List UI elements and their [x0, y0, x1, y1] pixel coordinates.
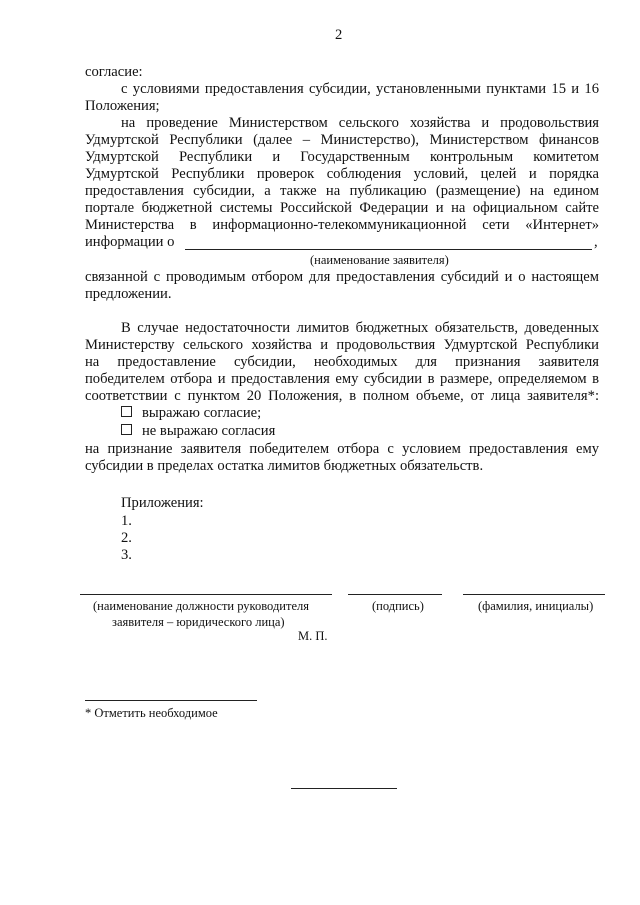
attachments-title: Приложения:	[121, 495, 204, 511]
attachment-item: 2.	[121, 530, 132, 546]
checkbox-agree[interactable]	[121, 406, 132, 417]
name-blank[interactable]	[463, 594, 605, 595]
signature-caption: (подпись)	[372, 599, 424, 613]
consent-item-inspection-line: на проведение Министерством сельского хозяйства и продовольствия	[121, 115, 599, 131]
consent-item-inspection-line: Удмуртской Республики проверок соблюдения условий, целей и порядка	[85, 166, 599, 182]
position-caption-line1: (наименование должности руководителя	[93, 599, 309, 613]
consent-item-inspection-line: Министерства в информационно-телекоммуникационной сети «Интернет»	[85, 217, 599, 233]
info-suffix: ,	[594, 234, 598, 250]
attachment-item: 1.	[121, 513, 132, 529]
checkbox-disagree[interactable]	[121, 424, 132, 435]
insufficiency-line: соответствии с пунктом 20 Положения, в полном объеме, от лица заявителя*:	[85, 388, 599, 404]
insufficiency-tail-line: на признание заявителя победителем отбора с условием предоставления ему	[85, 441, 599, 457]
signature-blank[interactable]	[348, 594, 442, 595]
consent-item-inspection-line: Удмуртской Республики и Государственным контрольным комитетом	[85, 149, 599, 165]
option-disagree-label: не выражаю согласия	[142, 423, 276, 439]
insufficiency-line: В случае недостаточности лимитов бюджетных обязательств, доведенных	[121, 320, 599, 336]
insufficiency-tail-line: субсидии в пределах остатка лимитов бюджетных обязательств.	[85, 458, 484, 474]
closing-rule	[291, 788, 397, 789]
seal-label: М. П.	[298, 629, 328, 643]
consent-item-terms-line2: Положения;	[85, 98, 160, 114]
consent-after-line: связанной с проводимым отбором для предоставления субсидий и о настоящем	[85, 269, 599, 285]
info-prefix: информации о	[85, 234, 175, 250]
applicant-name-caption: (наименование заявителя)	[310, 253, 449, 267]
position-caption-line2: заявителя – юридического лица)	[112, 615, 285, 629]
footnote-separator	[85, 700, 257, 701]
page-number: 2	[335, 27, 343, 43]
option-agree-label: выражаю согласие;	[142, 405, 262, 421]
name-caption: (фамилия, инициалы)	[478, 599, 594, 613]
insufficiency-line: на предоставление субсидии, необходимых для признания заявителя	[85, 354, 599, 370]
consent-item-inspection-line: портале бюджетной системы Российской Федерации и на официальном сайте	[85, 200, 599, 216]
consent-item-inspection-line: предоставления субсидии, а также на публикацию (размещение) на едином	[85, 183, 599, 199]
footnote: * Отметить необходимое	[85, 706, 218, 720]
consent-item-inspection-line: Удмуртской Республики (далее – Министерство), Министерством финансов	[85, 132, 599, 148]
option-agree[interactable]	[121, 405, 261, 422]
position-blank[interactable]	[80, 594, 332, 595]
applicant-name-blank[interactable]	[185, 249, 592, 250]
consent-after-line: предложении.	[85, 286, 172, 302]
insufficiency-line: Министерству сельского хозяйства и продовольствия Удмуртской Республики	[85, 337, 599, 353]
option-disagree[interactable]	[121, 423, 275, 440]
attachment-item: 3.	[121, 547, 132, 563]
consent-item-terms-line1: с условиями предоставления субсидии, установленными пунктами 15 и 16	[121, 81, 599, 97]
insufficiency-line: победителем отбора и предоставления ему субсидии в размере, определяемом в	[85, 371, 599, 387]
consent-label: согласие:	[85, 64, 143, 80]
